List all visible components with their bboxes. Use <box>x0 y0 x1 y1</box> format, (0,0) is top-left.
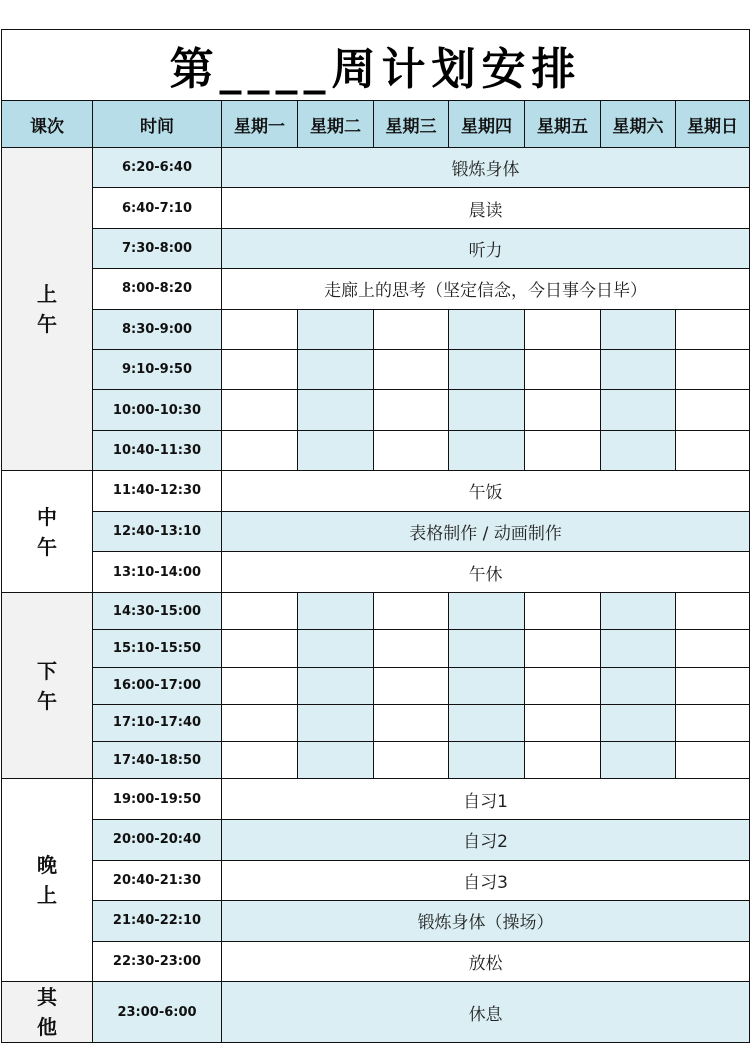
time-slot: 6:20-6:40 <box>93 148 222 188</box>
empty-day-cell[interactable] <box>222 592 298 629</box>
header-day: 星期五 <box>525 101 601 148</box>
header-day: 星期四 <box>449 101 525 148</box>
time-slot: 17:10-17:40 <box>93 704 222 741</box>
empty-day-cell[interactable] <box>601 704 676 741</box>
empty-day-cell[interactable] <box>449 704 525 741</box>
empty-day-cell[interactable] <box>525 630 601 667</box>
schedule-row <box>2 860 750 901</box>
header-time: 时间 <box>93 101 222 148</box>
activity-cell: 锻炼身体（操场） <box>222 901 750 942</box>
period-label: 晚 上 <box>2 779 93 982</box>
schedule-row <box>2 511 750 552</box>
empty-day-cell[interactable] <box>374 390 449 430</box>
activity-cell: 自习2 <box>222 819 750 860</box>
schedule-row <box>2 982 750 1043</box>
empty-day-cell[interactable] <box>601 349 676 389</box>
activity-cell: 午饭 <box>222 471 750 512</box>
empty-day-cell[interactable] <box>374 430 449 470</box>
schedule-row <box>2 471 750 512</box>
activity-cell: 休息 <box>222 982 750 1043</box>
empty-day-cell[interactable] <box>676 704 750 741</box>
empty-day-cell[interactable] <box>222 309 298 349</box>
empty-day-cell[interactable] <box>676 592 750 629</box>
time-slot: 20:00-20:40 <box>93 819 222 860</box>
time-slot: 7:30-8:00 <box>93 228 222 268</box>
schedule-row <box>2 349 750 389</box>
empty-day-cell[interactable] <box>601 592 676 629</box>
schedule-row <box>2 228 750 268</box>
activity-cell: 表格制作 / 动画制作 <box>222 511 750 552</box>
time-slot: 10:00-10:30 <box>93 390 222 430</box>
empty-day-cell[interactable] <box>449 667 525 704</box>
schedule-row <box>2 901 750 942</box>
schedule-row <box>2 592 750 629</box>
empty-day-cell[interactable] <box>601 430 676 470</box>
empty-day-cell[interactable] <box>525 704 601 741</box>
empty-day-cell[interactable] <box>222 630 298 667</box>
activity-cell: 锻炼身体 <box>222 148 750 188</box>
time-slot: 11:40-12:30 <box>93 471 222 512</box>
schedule-row <box>2 148 750 188</box>
empty-day-cell[interactable] <box>298 390 374 430</box>
empty-day-cell[interactable] <box>449 430 525 470</box>
empty-day-cell[interactable] <box>374 309 449 349</box>
schedule-row <box>2 309 750 349</box>
header-day: 星期二 <box>298 101 374 148</box>
time-slot: 19:00-19:50 <box>93 779 222 820</box>
time-slot: 23:00-6:00 <box>93 982 222 1043</box>
empty-day-cell[interactable] <box>525 309 601 349</box>
time-slot: 15:10-15:50 <box>93 630 222 667</box>
empty-day-cell[interactable] <box>374 349 449 389</box>
empty-day-cell[interactable] <box>222 430 298 470</box>
empty-day-cell[interactable] <box>676 430 750 470</box>
activity-cell: 自习1 <box>222 779 750 820</box>
empty-day-cell[interactable] <box>374 704 449 741</box>
schedule-row <box>2 390 750 430</box>
empty-day-cell[interactable] <box>525 667 601 704</box>
schedule-row <box>2 269 750 309</box>
activity-cell: 听力 <box>222 228 750 268</box>
header-day: 星期日 <box>676 101 750 148</box>
period-label: 中 午 <box>2 471 93 593</box>
page-title: 第____周计划安排 <box>2 30 750 101</box>
empty-day-cell[interactable] <box>298 349 374 389</box>
time-slot: 16:00-17:00 <box>93 667 222 704</box>
empty-day-cell[interactable] <box>222 390 298 430</box>
schedule-row <box>2 667 750 704</box>
empty-day-cell[interactable] <box>601 390 676 430</box>
time-slot: 8:30-9:00 <box>93 309 222 349</box>
schedule-row <box>2 630 750 667</box>
activity-cell: 晨读 <box>222 188 750 228</box>
schedule-row <box>2 742 750 779</box>
header-lesson: 课次 <box>2 101 93 148</box>
time-slot: 17:40-18:50 <box>93 742 222 779</box>
weekly-schedule-table <box>1 29 750 1043</box>
empty-day-cell[interactable] <box>374 592 449 629</box>
empty-day-cell[interactable] <box>601 667 676 704</box>
empty-day-cell[interactable] <box>601 742 676 779</box>
empty-day-cell[interactable] <box>298 430 374 470</box>
empty-day-cell[interactable] <box>449 630 525 667</box>
activity-cell: 走廊上的思考（坚定信念，今日事今日毕） <box>222 269 750 309</box>
time-slot: 6:40-7:10 <box>93 188 222 228</box>
activity-cell: 午休 <box>222 552 750 593</box>
empty-day-cell[interactable] <box>374 742 449 779</box>
activity-cell: 放松 <box>222 941 750 982</box>
schedule-row <box>2 819 750 860</box>
time-slot: 13:10-14:00 <box>93 552 222 593</box>
schedule-row <box>2 188 750 228</box>
time-slot: 21:40-22:10 <box>93 901 222 942</box>
empty-day-cell[interactable] <box>601 309 676 349</box>
time-slot: 10:40-11:30 <box>93 430 222 470</box>
empty-day-cell[interactable] <box>374 667 449 704</box>
time-slot: 8:00-8:20 <box>93 269 222 309</box>
empty-day-cell[interactable] <box>525 592 601 629</box>
empty-day-cell[interactable] <box>298 309 374 349</box>
schedule-row <box>2 704 750 741</box>
empty-day-cell[interactable] <box>374 630 449 667</box>
empty-day-cell[interactable] <box>298 704 374 741</box>
empty-day-cell[interactable] <box>676 349 750 389</box>
empty-day-cell[interactable] <box>449 390 525 430</box>
time-slot: 12:40-13:10 <box>93 511 222 552</box>
empty-day-cell[interactable] <box>676 667 750 704</box>
activity-cell: 自习3 <box>222 860 750 901</box>
header-day: 星期三 <box>374 101 449 148</box>
empty-day-cell[interactable] <box>298 630 374 667</box>
empty-day-cell[interactable] <box>298 592 374 629</box>
empty-day-cell[interactable] <box>525 742 601 779</box>
time-slot: 14:30-15:00 <box>93 592 222 629</box>
period-label: 其 他 <box>2 982 93 1043</box>
empty-day-cell[interactable] <box>676 630 750 667</box>
header-day: 星期六 <box>601 101 676 148</box>
empty-day-cell[interactable] <box>676 390 750 430</box>
empty-day-cell[interactable] <box>449 592 525 629</box>
empty-day-cell[interactable] <box>676 742 750 779</box>
period-label: 上 午 <box>2 148 93 471</box>
schedule-row <box>2 779 750 820</box>
empty-day-cell[interactable] <box>525 430 601 470</box>
schedule-row <box>2 941 750 982</box>
empty-day-cell[interactable] <box>222 349 298 389</box>
empty-day-cell[interactable] <box>525 390 601 430</box>
empty-day-cell[interactable] <box>298 742 374 779</box>
time-slot: 9:10-9:50 <box>93 349 222 389</box>
header-day: 星期一 <box>222 101 298 148</box>
time-slot: 22:30-23:00 <box>93 941 222 982</box>
empty-day-cell[interactable] <box>298 667 374 704</box>
period-label: 下 午 <box>2 592 93 778</box>
empty-day-cell[interactable] <box>601 630 676 667</box>
empty-day-cell[interactable] <box>222 667 298 704</box>
empty-day-cell[interactable] <box>222 704 298 741</box>
schedule-row <box>2 430 750 470</box>
empty-day-cell[interactable] <box>222 742 298 779</box>
empty-day-cell[interactable] <box>525 349 601 389</box>
schedule-row <box>2 552 750 593</box>
empty-day-cell[interactable] <box>449 349 525 389</box>
empty-day-cell[interactable] <box>449 309 525 349</box>
empty-day-cell[interactable] <box>449 742 525 779</box>
empty-day-cell[interactable] <box>676 309 750 349</box>
time-slot: 20:40-21:30 <box>93 860 222 901</box>
